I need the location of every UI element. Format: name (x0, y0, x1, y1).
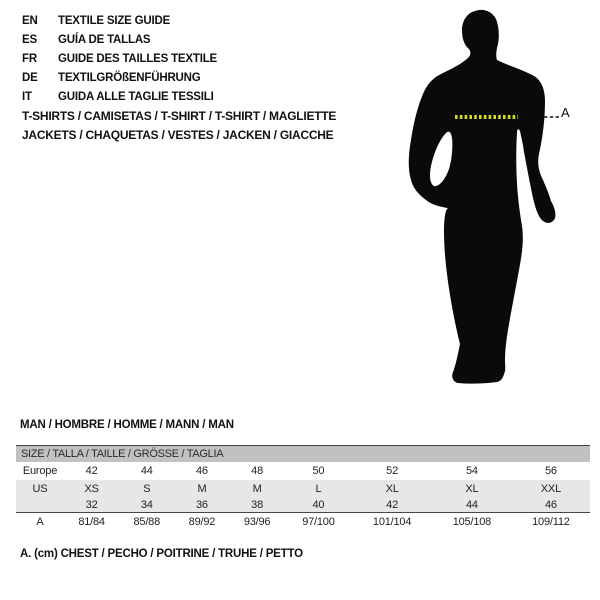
size-cell: 85/88 (119, 513, 174, 532)
measure-footnote: A. (cm) CHEST / PECHO / POITRINE / TRUHE / PETTO (20, 548, 303, 560)
lang-row-de (22, 68, 217, 87)
size-cell: 89/92 (174, 513, 229, 532)
size-cell: 97/100 (285, 513, 353, 532)
lang-title: TEXTILGRÖßENFÜHRUNG (58, 71, 201, 84)
row-label (16, 497, 64, 513)
lang-title: GUIDE DES TAILLES TEXTILE (58, 52, 217, 65)
size-cell: 101/104 (352, 513, 432, 532)
lang-row-es (22, 30, 217, 49)
lang-code: ES (22, 33, 37, 46)
table-row-us (16, 480, 590, 497)
size-cell: L (285, 480, 353, 497)
row-label: Europe (16, 462, 64, 480)
size-cell: XL (432, 480, 512, 497)
size-cell: 105/108 (432, 513, 512, 532)
size-cell: 38 (230, 497, 285, 513)
size-table-header: SIZE / TALLA / TAILLE / GRÖSSE / TAGLIA (16, 446, 590, 463)
product-line-jackets: JACKETS / CHAQUETAS / VESTES / JACKEN / GIACCHE (22, 128, 334, 142)
size-table-header-row (16, 446, 590, 463)
size-cell: XS (64, 480, 119, 497)
size-cell: 42 (64, 462, 119, 480)
table-row-europe (16, 462, 590, 480)
size-cell: 93/96 (230, 513, 285, 532)
size-cell: 34 (119, 497, 174, 513)
size-cell: 44 (119, 462, 174, 480)
size-cell: 54 (432, 462, 512, 480)
size-cell: 46 (174, 462, 229, 480)
size-cell: 109/112 (512, 513, 590, 532)
size-cell: M (230, 480, 285, 497)
size-cell: 56 (512, 462, 590, 480)
lang-code: EN (22, 14, 38, 27)
product-line-tshirts: T-SHIRTS / CAMISETAS / T-SHIRT / T-SHIRT / MAGLIETTE (22, 109, 337, 123)
row-label: A (16, 513, 64, 532)
lang-code: FR (22, 52, 37, 65)
size-cell: 32 (64, 497, 119, 513)
size-cell: XL (352, 480, 432, 497)
size-cell: 52 (352, 462, 432, 480)
lang-title: GUIDA ALLE TAGLIE TESSILI (58, 90, 214, 103)
measure-label-a: A (561, 105, 570, 120)
size-cell: 40 (285, 497, 353, 513)
language-title-block (22, 11, 217, 106)
size-table (16, 445, 590, 531)
table-row-us-numeric (16, 497, 590, 513)
size-cell: 36 (174, 497, 229, 513)
lang-row-en (22, 11, 217, 30)
lang-row-it (22, 87, 217, 106)
lang-title: GUÍA DE TALLAS (58, 33, 151, 46)
row-label: US (16, 480, 64, 497)
lang-code: IT (22, 90, 32, 103)
size-cell: 50 (285, 462, 353, 480)
size-cell: 48 (230, 462, 285, 480)
size-cell: 46 (512, 497, 590, 513)
size-cell: S (119, 480, 174, 497)
lang-title: TEXTILE SIZE GUIDE (58, 14, 171, 27)
table-row-chest-a (16, 513, 590, 532)
size-cell: 44 (432, 497, 512, 513)
lang-row-fr (22, 49, 217, 68)
man-silhouette (409, 10, 556, 384)
lang-code: DE (22, 71, 38, 84)
man-silhouette-figure (405, 8, 570, 393)
size-cell: 81/84 (64, 513, 119, 532)
size-cell: M (174, 480, 229, 497)
section-title-man: MAN / HOMBRE / HOMME / MANN / MAN (20, 419, 234, 431)
size-cell: 42 (352, 497, 432, 513)
product-category-block (22, 109, 336, 147)
size-cell: XXL (512, 480, 590, 497)
